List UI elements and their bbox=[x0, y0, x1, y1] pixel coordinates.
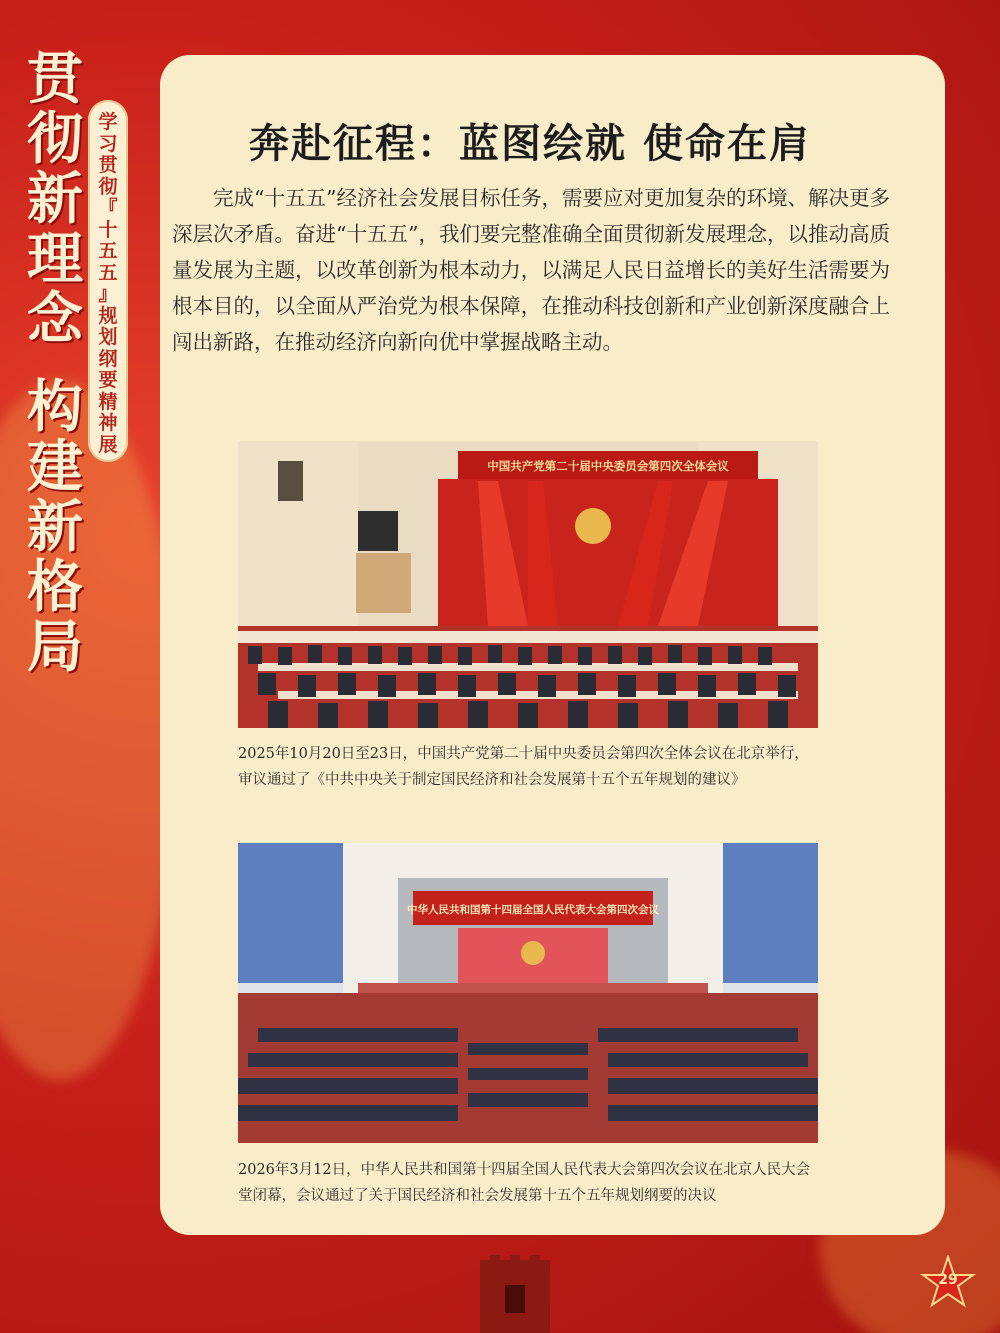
subtitle-char: 展 bbox=[98, 433, 118, 456]
plenary-session-photo bbox=[238, 441, 818, 728]
subtitle-char: 规 bbox=[98, 304, 118, 327]
article-body: 完成“十五五”经济社会发展目标任务，需要应对更加复杂的环境、解决更多深层次矛盾。奋进“十五五”，我们要完整准确全面贯彻新发展理念，以推动高质量发展为主题，以改革创新为根本动力，以满足人民日益增长的美好生活需要为根本目的，以全面从严治党为根本保障，在推动科技创新和产业创新深度融合上闯出新路，在推动经济向新向优中掌握战略主动。 bbox=[172, 186, 890, 354]
photo2-caption: 2026年3月12日，中华人民共和国第十四届全国人民代表大会第四次会议在北京人民大会堂闭幕，会议通过了关于国民经济和社会发展第十五个五年规划纲要的决议 bbox=[238, 1162, 811, 1204]
npc-session-photo bbox=[238, 843, 818, 1143]
subtitle-char: 习 bbox=[98, 132, 118, 155]
great-wall-decoration bbox=[470, 1240, 580, 1333]
banner-text-2: 中华人民共和国第十四届全国人民代表大会第四次会议 bbox=[407, 904, 659, 916]
page-title: 奔赴征程：蓝图绘就 使命在肩 bbox=[249, 121, 811, 167]
subtitle-char: 划 bbox=[98, 326, 118, 348]
subtitle-char: 神 bbox=[98, 412, 118, 434]
subtitle-char: 彻 bbox=[98, 175, 118, 198]
subtitle-char: 要 bbox=[98, 369, 118, 391]
subtitle-pill bbox=[88, 100, 128, 462]
subtitle-char: 精 bbox=[98, 390, 118, 413]
subtitle-char: 五 bbox=[98, 261, 118, 284]
subtitle-char: 贯 bbox=[98, 154, 118, 176]
side-title: 贯 彻 新 理 念 构 建 新 格 局 bbox=[27, 47, 83, 680]
subtitle-char: 学 bbox=[98, 111, 118, 133]
page-number: 29 bbox=[938, 1272, 958, 1288]
banner-text-1: 中国共产党第二十届中央委员会第四次全体会议 bbox=[487, 459, 729, 473]
subtitle-char: 十 bbox=[98, 218, 118, 241]
vertical-subtitle bbox=[88, 112, 128, 456]
subtitle-char: 五 bbox=[98, 240, 118, 262]
photo1-caption: 2025年10月20日至23日，中国共产党第二十届中央委员会第四次全体会议在北京举行，审议通过了《中共中央关于制定国民经济和社会发展第十五个五年规划的建议》 bbox=[238, 746, 809, 788]
subtitle-char: 纲 bbox=[98, 347, 118, 370]
subtitle-char: 『 bbox=[98, 197, 118, 219]
subtitle-char: 』 bbox=[98, 283, 118, 305]
